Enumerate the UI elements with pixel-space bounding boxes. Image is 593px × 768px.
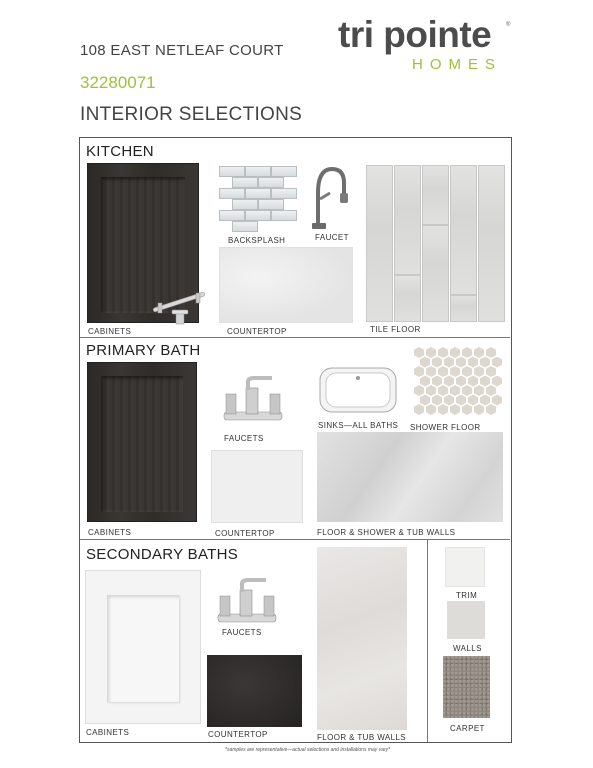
hex-tile: [414, 404, 424, 415]
hex-tile: [426, 366, 436, 377]
backsplash-swatch: [219, 166, 297, 232]
secondary-floor-swatch: [317, 547, 407, 730]
label-secondary-floor-walls: FLOOR & TUB WALLS: [317, 733, 407, 742]
hex-tile: [462, 404, 472, 415]
label-walls: WALLS: [453, 644, 482, 653]
hex-tile: [462, 347, 472, 358]
hex-tile: [414, 385, 424, 396]
hex-tile: [462, 366, 472, 377]
hex-tile: [480, 357, 490, 368]
primary-cabinet-swatch: [87, 362, 197, 522]
hex-tile: [450, 385, 460, 396]
hex-tile: [426, 347, 436, 358]
hex-tile: [438, 385, 448, 396]
label-secondary-countertop: COUNTERTOP: [208, 730, 268, 739]
label-primary-floor-walls: FLOOR & SHOWER & TUB WALLS: [317, 528, 456, 537]
faucet-icon: [308, 163, 352, 231]
hex-tile: [438, 366, 448, 377]
hex-tile: [426, 385, 436, 396]
shower-floor-swatch: [414, 347, 498, 417]
hex-tile: [462, 385, 472, 396]
kitchen-countertop-swatch: [219, 247, 353, 323]
job-number: 32280071: [80, 73, 156, 92]
hex-tile: [444, 376, 454, 387]
address: 108 EAST NETLEAF COURT: [80, 42, 284, 59]
hex-tile: [456, 357, 466, 368]
label-sinks: SINKS—ALL BATHS: [318, 421, 399, 430]
hex-tile: [438, 347, 448, 358]
hex-tile: [420, 376, 430, 387]
hex-tile: [432, 357, 442, 368]
hex-tile: [468, 395, 478, 406]
label-backsplash: BACKSPLASH: [228, 236, 286, 245]
hex-tile: [450, 347, 460, 358]
column-divider: [427, 540, 428, 742]
hex-tile: [438, 404, 448, 415]
sink-icon: [318, 364, 398, 416]
hex-tile: [474, 404, 484, 415]
hex-tile: [486, 347, 496, 358]
label-shower-floor: SHOWER FLOOR: [410, 423, 481, 432]
hex-tile: [474, 385, 484, 396]
label-secondary-faucets: FAUCETS: [222, 628, 262, 637]
hex-tile: [432, 395, 442, 406]
label-primary-cabinets: CABINETS: [88, 528, 132, 537]
bath-faucet-icon: [214, 576, 280, 628]
label-kitchen-cabinets: CABINETS: [88, 327, 132, 336]
hex-tile: [426, 404, 436, 415]
footer-note: *samples are representative—actual selections and installations may vary*: [225, 747, 391, 753]
label-kitchen-countertop: COUNTERTOP: [227, 327, 287, 336]
carpet-swatch: [443, 656, 490, 718]
hex-tile: [474, 366, 484, 377]
bath-faucet-icon: [220, 374, 286, 426]
section-divider: [80, 337, 510, 338]
hex-tile: [450, 366, 460, 377]
hex-tile: [420, 395, 430, 406]
logo-subtitle: HOMES: [412, 56, 503, 73]
hex-tile: [450, 404, 460, 415]
label-trim: TRIM: [456, 591, 478, 600]
hex-tile: [432, 376, 442, 387]
hex-tile: [444, 357, 454, 368]
secondary-cabinet-swatch: [85, 570, 201, 724]
secondary-countertop-swatch: [207, 655, 302, 727]
label-carpet: CARPET: [450, 724, 485, 733]
section-title-primary-bath: PRIMARY BATH: [86, 342, 201, 359]
primary-floor-swatch: [317, 432, 503, 522]
section-title-secondary-baths: SECONDARY BATHS: [86, 546, 239, 563]
tile-floor-swatch: [366, 165, 505, 322]
hex-tile: [468, 357, 478, 368]
walls-swatch: [447, 601, 485, 639]
section-title-kitchen: KITCHEN: [86, 143, 154, 160]
section-divider: [80, 539, 510, 540]
hex-tile: [474, 347, 484, 358]
label-primary-faucets: FAUCETS: [224, 434, 264, 443]
hex-tile: [444, 395, 454, 406]
hex-tile: [480, 395, 490, 406]
hex-tile: [456, 376, 466, 387]
hex-tile: [486, 404, 496, 415]
hex-tile: [486, 366, 496, 377]
logo: tri pointe: [338, 14, 492, 55]
hex-tile: [468, 376, 478, 387]
cabinet-pull-icon: [148, 290, 210, 326]
hex-tile: [486, 385, 496, 396]
label-secondary-cabinets: CABINETS: [86, 728, 130, 737]
label-tile-floor: TILE FLOOR: [370, 325, 421, 334]
label-faucet: FAUCET: [315, 233, 349, 242]
hex-tile: [480, 376, 490, 387]
label-primary-countertop: COUNTERTOP: [215, 529, 275, 538]
primary-countertop-swatch: [211, 450, 303, 523]
page-title: INTERIOR SELECTIONS: [80, 104, 303, 125]
logo-trademark: ®: [506, 22, 511, 28]
hex-tile: [456, 395, 466, 406]
hex-tile: [420, 357, 430, 368]
hex-tile: [414, 366, 424, 377]
trim-swatch: [445, 547, 485, 587]
hex-tile: [414, 347, 424, 358]
